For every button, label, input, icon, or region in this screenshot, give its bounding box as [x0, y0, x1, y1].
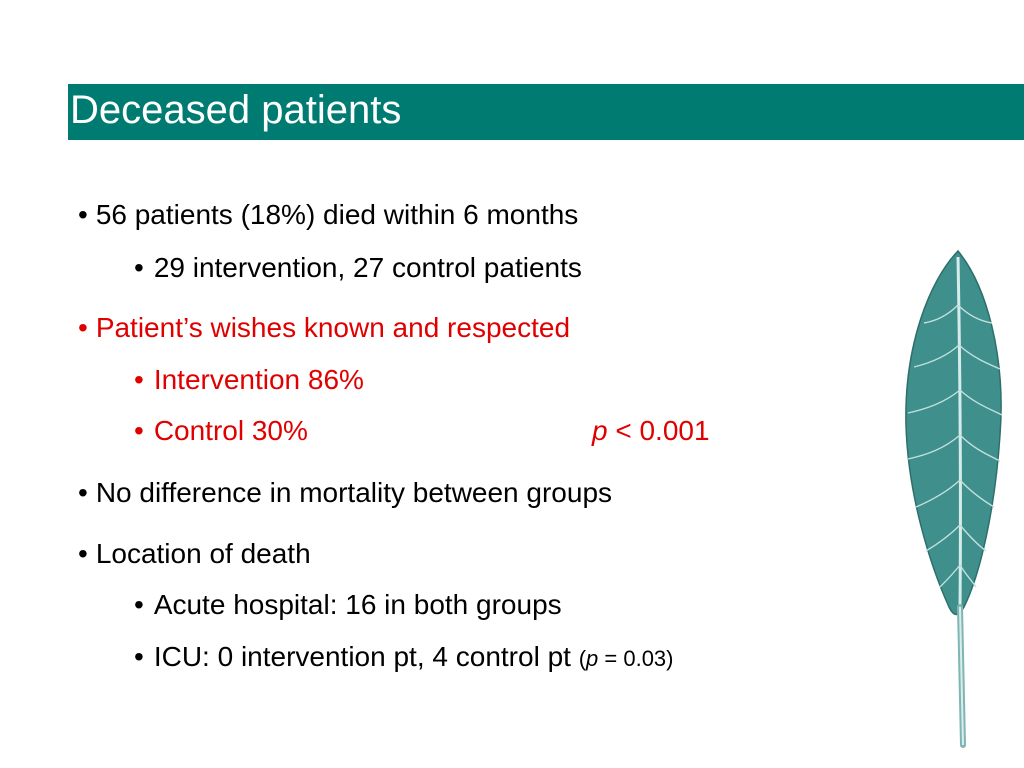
bullet-location: [78, 537, 311, 571]
bullet-mark: •: [78, 312, 88, 343]
bullet-text: Location of death: [95, 538, 311, 569]
bullet-text: ICU: 0 intervention pt, 4 control pt: [153, 641, 579, 672]
p-value-text: < 0.001: [607, 415, 710, 446]
bullet-mark: •: [78, 199, 88, 230]
bullet-mark: •: [134, 641, 144, 672]
bullet-mortality: [78, 476, 612, 510]
bullet-text: Patient’s wishes known and respected: [95, 312, 571, 343]
bullet-text: Control 30%: [153, 415, 308, 446]
bullet-mark: •: [134, 589, 144, 620]
bullet-mark: •: [78, 538, 88, 569]
bullet-text: 29 intervention, 27 control patients: [153, 252, 582, 283]
leaf-icon: [900, 245, 1010, 750]
subbullet-intervention: [134, 363, 364, 397]
slide-title: Deceased patients: [70, 88, 402, 132]
leaf-blade: [906, 251, 1001, 615]
bullet-mark: •: [134, 364, 144, 395]
subbullet-split: [134, 251, 582, 285]
paren-open: (: [578, 646, 587, 671]
bullet-text: 56 patients (18%) died within 6 months: [95, 199, 579, 230]
subbullet-hospital: [134, 588, 562, 622]
bullet-deaths: [78, 198, 578, 232]
bullet-mark: •: [134, 252, 144, 283]
subbullet-control: [134, 414, 308, 448]
p-value-wishes: [592, 414, 710, 448]
bullet-text: No difference in mortality between groups: [95, 477, 613, 508]
bullet-text: Intervention 86%: [153, 364, 364, 395]
subbullet-icu: [134, 640, 674, 676]
bullet-text: Acute hospital: 16 in both groups: [153, 589, 562, 620]
bullet-mark: •: [78, 477, 88, 508]
bullet-mark: •: [134, 415, 144, 446]
p-symbol: p: [586, 646, 599, 671]
bullet-wishes: [78, 311, 570, 345]
p-symbol: p: [592, 415, 608, 446]
p-value-text: = 0.03): [598, 646, 674, 671]
